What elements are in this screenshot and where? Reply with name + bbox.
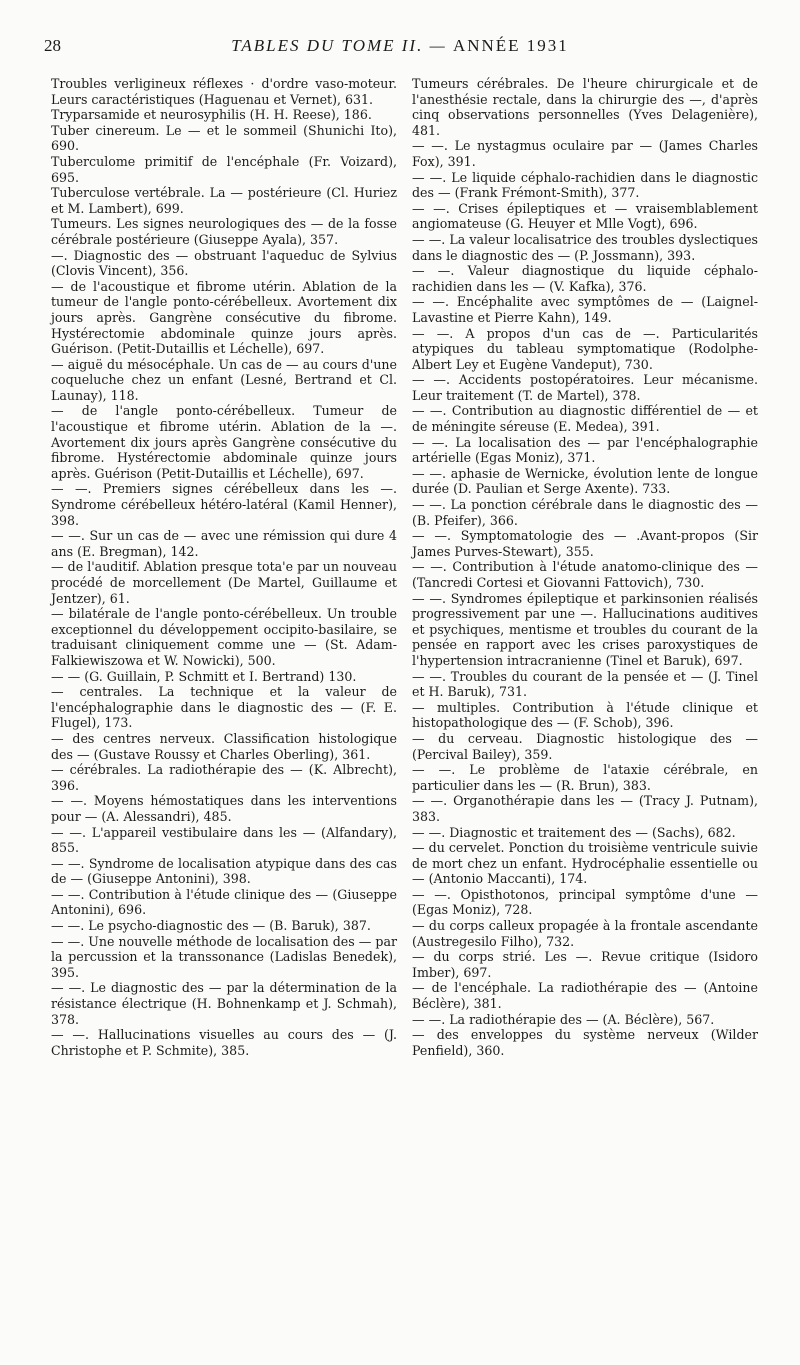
index-entry: — —. A propos d'un cas de —. Particularités atypiques du tableau symptomatique (Rodolphe-Albert Ley et Eugène Vandeput), 730. <box>412 325 758 372</box>
left-column <box>51 76 397 1058</box>
index-entry: Tumeurs. Les signes neurologiques des — de la fosse cérébrale postérieure (Giuseppe Ayala), 357. <box>51 216 397 247</box>
index-entry: — —. La localisation des — par l'encéphalographie artérielle (Egas Moniz), 371. <box>412 434 758 466</box>
index-entry: Tryparsamide et neurosyphilis (H. H. Reese), 186. <box>51 107 372 123</box>
index-entry: — —. Accidents postopératoires. Leur mécanisme. Leur traitement (T. de Martel), 378. <box>412 372 758 403</box>
index-entry: — —. La radiothérapie des — (A. Béclère), 567. <box>412 1011 715 1027</box>
index-entry: — —. La valeur localisatrice des troubles dyslectiques dans le diagnostic des — (P. Jossmann), 393. <box>412 231 758 263</box>
index-entry: — —. Contribution au diagnostic différentiel de — et de méningite séreuse (E. Medea), 391. <box>412 403 758 435</box>
index-entry: — —. Encéphalite avec symptômes de — (Laignel-Lavastine et Pierre Kahn), 149. <box>412 294 758 325</box>
index-entry: — —. Une nouvelle méthode de localisation des — par la percussion et la transsonance (Ladislas Benedek), 395. <box>51 933 397 980</box>
index-entry: — —. Troubles du courant de la pensée et — (J. Tinel et H. Baruk), 731. <box>412 668 758 700</box>
index-entry: — —. Premiers signes cérébelleux dans les —. Syndrome cérébelleux hétéro-latéral (Kamil Henner), 398. <box>51 481 397 528</box>
index-entry: Tuber cinereum. Le — et le sommeil (Shunichi Ito), 690. <box>51 122 397 154</box>
index-entry: — des enveloppes du système nerveux (Wilder Penfield), 360. <box>412 1027 758 1058</box>
index-entry: — bilatérale de l'angle ponto-cérébelleux. Un trouble exceptionnel du développement occipito-basilaire, se traduisant cliniquement comme une — (St. Adam-Falkiewiszowa et W. Nowicki), 500. <box>51 606 397 668</box>
index-entry: — multiples. Contribution à l'étude clinique et histopathologique des — (F. Schob), 396. <box>412 699 758 731</box>
index-entry: Tumeurs cérébrales. De l'heure chirurgicale et de l'anesthésie rectale, dans la chirurgie des —, d'après cinq observations personnelles (Yves Delagenière), 481. <box>412 76 758 138</box>
index-entry: — —. aphasie de Wernicke, évolution lente de longue durée (D. Paulian et Serge Axente). 733. <box>412 465 758 497</box>
index-entry: Troubles verligineux réflexes · d'ordre vaso-moteur. Leurs caractéristiques (Haguenau et Vernet), 631. <box>51 76 397 107</box>
index-entry: — —. Syndromes épileptique et parkinsonien réalisés progressivement par une —. Hallucinations auditives et psychiques, mentisme et troubles du courant de la pensée en rapport avec les crises paroxystiques de l'hypertension intracranienne (Tinel et Baruk), 697. <box>412 590 758 668</box>
index-entry: — —. Contribution à l'étude anatomo-clinique des — (Tancredi Cortesi et Giovanni Fattovich), 730. <box>412 559 758 590</box>
index-entry: — —. Contribution à l'étude clinique des — (Giuseppe Antonini), 696. <box>51 886 397 918</box>
index-entry: — du cerveau. Diagnostic histologique des — (Percival Bailey), 359. <box>412 730 758 762</box>
running-head <box>44 36 756 64</box>
index-entry: — des centres nerveux. Classification histologique des — (Gustave Roussy et Charles Oberling), 361. <box>51 730 397 762</box>
index-entry: — centrales. La technique et la valeur de l'encéphalographie dans le diagnostic des — (F. E. Flugel), 173. <box>51 684 397 731</box>
index-entry: — —. Organothérapie dans les — (Tracy J. Putnam), 383. <box>412 793 758 824</box>
index-entry: — —. Diagnostic et traitement des — (Sachs), 682. <box>412 824 736 840</box>
index-entry: — de l'acoustique et fibrome utérin. Ablation de la tumeur de l'angle ponto-cérébelleux. Avortement dix jours après. Gangrène consécutive du fibrome. Hystérectomie abdominale quinze jours après. Guérison. (Petit-Dutaillis et Léchelle), 697. <box>51 278 397 357</box>
index-entry: — —. La ponction cérébrale dans le diagnostic des — (B. Pfeifer), 366. <box>412 497 758 528</box>
index-entry: — du cervelet. Ponction du troisième ventricule suivie de mort chez un enfant. Hydrocéphalie essentielle ou — (Antonio Maccanti), 174. <box>412 840 758 887</box>
index-entry: — du corps calleux propagée à la frontale ascendante (Austregesilo Filho), 732. <box>412 918 758 949</box>
index-entry: Tuberculose vertébrale. La — postérieure (Cl. Huriez et M. Lambert), 699. <box>51 185 397 216</box>
index-entry: — —. Valeur diagnostique du liquide céphalo-rachidien dans les — (V. Kafka), 376. <box>412 263 758 294</box>
index-entry: — —. Le diagnostic des — par la détermination de la résistance électrique (H. Bohnenkamp et J. Schmah), 378. <box>51 980 397 1027</box>
right-column <box>412 76 758 1058</box>
index-entry: — aiguë du mésocéphale. Un cas de — au cours d'une coqueluche chez un enfant (Lesné, Bertrand et Cl. Launay), 118. <box>51 356 397 403</box>
index-entry: — cérébrales. La radiothérapie des — (K. Albrecht), 396. <box>51 762 397 793</box>
index-entry: — du corps strié. Les —. Revue critique (Isidoro Imber), 697. <box>412 949 758 980</box>
index-entry: — —. Le problème de l'ataxie cérébrale, en particulier dans les — (R. Brun), 383. <box>412 762 758 793</box>
index-entry: — — (G. Guillain, P. Schmitt et I. Bertrand) 130. <box>51 668 357 684</box>
index-entry: — —. Crises épileptiques et — vraisemblablement angiomateuse (G. Heuyer et Mlle Vogt), 696. <box>412 200 758 232</box>
index-entry: —. Diagnostic des — obstruant l'aqueduc de Sylvius (Clovis Vincent), 356. <box>51 247 397 279</box>
index-entry: Tuberculome primitif de l'encéphale (Fr. Voizard), 695. <box>51 153 397 185</box>
running-title <box>44 36 756 56</box>
index-entry: — —. Symptomatologie des — .Avant-propos (Sir James Purves-Stewart), 355. <box>412 528 758 559</box>
running-title-text: TABLES DU TOME II. — <box>231 36 447 55</box>
index-entry: — —. Le nystagmus oculaire par — (James Charles Fox), 391. <box>412 138 758 169</box>
index-entry: — —. Sur un cas de — avec une rémission qui dure 4 ans (E. Bregman), 142. <box>51 528 397 559</box>
running-title-year: ANNÉE 1931 <box>452 36 569 55</box>
index-entry: — —. Hallucinations visuelles au cours des — (J. Christophe et P. Schmite), 385. <box>51 1027 397 1058</box>
index-entry: — —. Moyens hémostatiques dans les interventions pour — (A. Alessandri), 485. <box>51 793 397 824</box>
index-entry: — de l'encéphale. La radiothérapie des — (Antoine Béclère), 381. <box>412 980 758 1012</box>
page-number: 28 <box>44 36 61 55</box>
index-entry: — de l'angle ponto-cérébelleux. Tumeur de l'acoustique et fibrome utérin. Ablation de la —. Avortement dix jours après Gangrène consécutive du fibrome. Hystérectomie abdominale quinze jours après. Guérison (Petit-Dutaillis et Léchelle), 697. <box>51 403 397 481</box>
index-entry: — de l'auditif. Ablation presque tota'e par un nouveau procédé de morcellement (De Martel, Guillaume et Jentzer), 61. <box>51 559 397 606</box>
index-entry: — —. Le psycho-diagnostic des — (B. Baruk), 387. <box>51 918 371 934</box>
index-entry: — —. Le liquide céphalo-rachidien dans le diagnostic des — (Frank Frémont-Smith), 377. <box>412 169 758 201</box>
index-entry: — —. Opisthotonos, principal symptôme d'une — (Egas Moniz), 728. <box>412 886 758 918</box>
index-entry: — —. Syndrome de localisation atypique dans des cas de — (Giuseppe Antonini), 398. <box>51 855 397 887</box>
index-entry: — —. L'appareil vestibulaire dans les — (Alfandary), 855. <box>51 824 397 856</box>
